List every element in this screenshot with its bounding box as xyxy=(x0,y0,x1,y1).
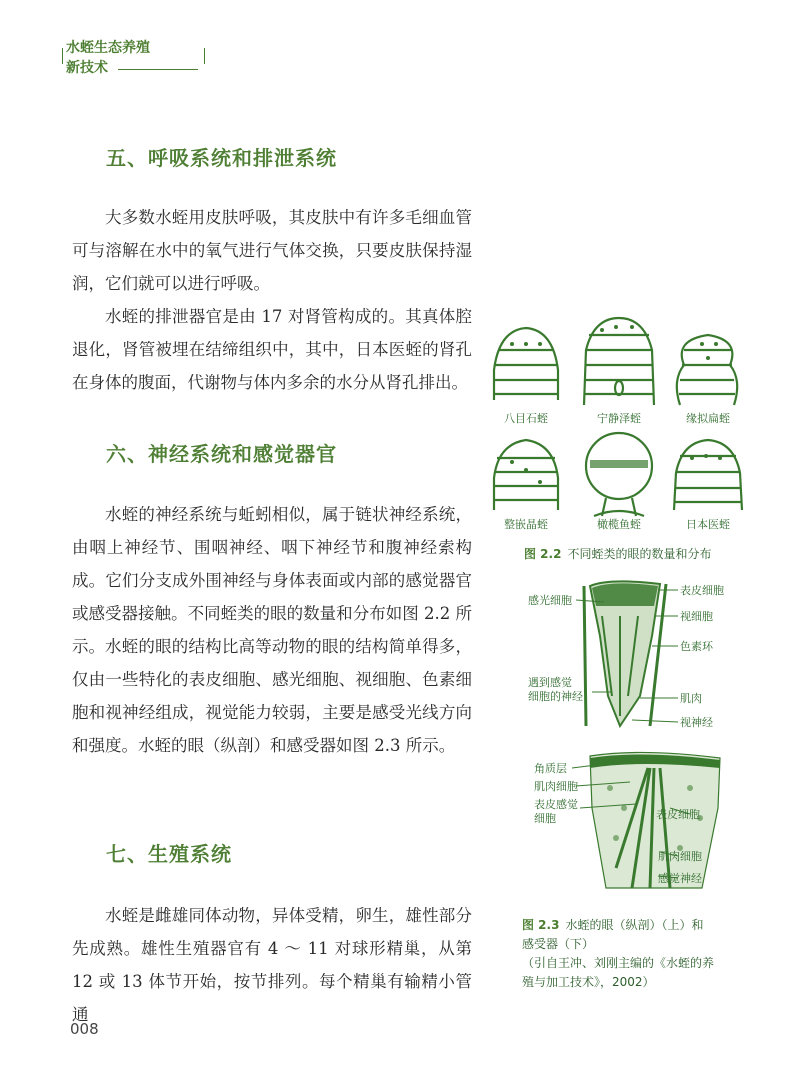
figure-2-2-caption xyxy=(524,545,711,562)
fig-2-2-label-2: 宁静泽蛭 xyxy=(597,412,641,425)
fig-2-3-top-label-4: 色素环 xyxy=(680,640,713,653)
figure-2-3-caption-line1: 水蛭的眼（纵剖）（上）和 xyxy=(565,918,704,932)
fig-2-2-label-6: 日本医蛭 xyxy=(686,518,730,531)
section-7-title: 七、生殖系统 xyxy=(106,842,232,866)
fig-2-3-top-label-3: 视细胞 xyxy=(680,610,713,623)
leech-head-1 xyxy=(494,328,558,400)
section-5-title: 五、呼吸系统和排泄系统 xyxy=(106,146,337,170)
section-7-paragraph-1: 水蛭是雌雄同体动物，异体受精，卵生，雄性部分先成熟。雄性生殖器官有 4 ～ 11 对球形精巢，从第 12 或 13 体节开始，按节排列。每个精巢有输精小管通 xyxy=(72,906,472,1024)
header-left-rule xyxy=(62,48,63,64)
section-5-paragraph-2: 水蛭的排泄器官是由 17 对肾管构成的。其真体腔退化，肾管被埋在结缔组织中，其中，日本医蛭的肾孔在身体的腹面，代谢物与体内多余的水分从肾孔排出。 xyxy=(72,307,472,392)
fig-2-3-top-label-1: 表皮细胞 xyxy=(680,584,724,597)
leech-head-6 xyxy=(674,440,742,510)
leech-head-4 xyxy=(494,440,558,510)
section-5-paragraph-1: 大多数水蛭用皮肤呼吸，其皮肤中有许多毛细血管可与溶解在水中的氧气进行气体交换，只要皮肤保持湿润，它们就可以进行呼吸。 xyxy=(72,208,472,293)
fig-2-3-top-label-2: 感光细胞 xyxy=(528,594,572,607)
header-right-rule xyxy=(204,48,205,64)
figure-2-3-caption xyxy=(522,916,714,992)
figure-2-2-drawing xyxy=(484,310,746,542)
fig-2-2-label-1: 八目石蛭 xyxy=(504,412,548,425)
fig-2-2-label-5: 橄榄鱼蛭 xyxy=(597,518,641,531)
fig-2-2-label-3: 缘拟扁蛭 xyxy=(686,412,730,425)
figure-2-2-number: 图 2.2 xyxy=(524,547,562,561)
fig-2-3-bottom-label-6: 肌肉细胞 xyxy=(658,850,702,863)
fig-2-3-bottom-label-5: 表皮细胞 xyxy=(656,808,700,821)
page-number: 008 xyxy=(70,1020,99,1038)
figure-2-3-caption-line4: 殖与加工技术》，2002） xyxy=(522,975,655,989)
fig-2-2-label-4: 整嵌晶蛭 xyxy=(504,518,548,531)
header-title-line2: 新技术 xyxy=(66,60,108,76)
leech-head-2 xyxy=(584,318,654,405)
header-title-line1: 水蛭生态养殖 xyxy=(66,40,150,56)
header-underline xyxy=(118,69,198,70)
fig-2-3-bottom-label-3: 表皮感觉 xyxy=(534,798,578,811)
fig-2-3-bottom-label-2: 肌肉细胞 xyxy=(534,780,578,793)
figure-2-3-caption-line3: （引自王冲、刘刚主编的《水蛭的养 xyxy=(522,956,715,970)
leech-head-3 xyxy=(677,335,737,405)
running-header xyxy=(66,38,150,78)
figure-2-3-receptor-drawing xyxy=(520,748,760,893)
fig-2-3-bottom-label-7: 感觉神经 xyxy=(658,872,702,885)
fig-2-3-top-label-7: 肌肉 xyxy=(680,692,702,705)
fig-2-3-top-label-5: 遇到感觉 xyxy=(528,676,572,689)
figure-2-2-caption-text: 不同蛭类的眼的数量和分布 xyxy=(567,547,712,561)
figure-2-3-eye-drawing xyxy=(520,576,740,736)
figure-2-3-number: 图 2.3 xyxy=(522,918,560,932)
leech-head-5 xyxy=(586,433,652,516)
fig-2-3-bottom-label-1: 角质层 xyxy=(534,762,567,775)
section-6-paragraph-2: 水蛭的眼的结构比高等动物的眼的结构简单得多，仅由一些特化的表皮细胞、感光细胞、视细胞、色素细胞和视神经组成，视觉能力较弱，主要是感受光线方向和强度。水蛭的眼（纵剖）和感受器如图 2.3 所示。 xyxy=(72,637,472,755)
section-6-title: 六、神经系统和感觉器官 xyxy=(106,442,337,466)
fig-2-3-bottom-label-4: 细胞 xyxy=(534,812,556,825)
figure-2-3-caption-line2: 感受器（下） xyxy=(522,937,595,951)
fig-2-3-top-label-6: 细胞的神经 xyxy=(528,690,583,703)
fig-2-3-top-label-8: 视神经 xyxy=(680,716,713,729)
section-6-paragraph-1: 水蛭的神经系统与蚯蚓相似，属于链状神经系统，由咽上神经节、围咽神经、咽下神经节和腹神经索构成。它们分支成外围神经与身体表面或内部的感觉器官或感受器接触。不同蛭类的眼的数量和分布如图 2.2 所示。 xyxy=(72,505,472,656)
